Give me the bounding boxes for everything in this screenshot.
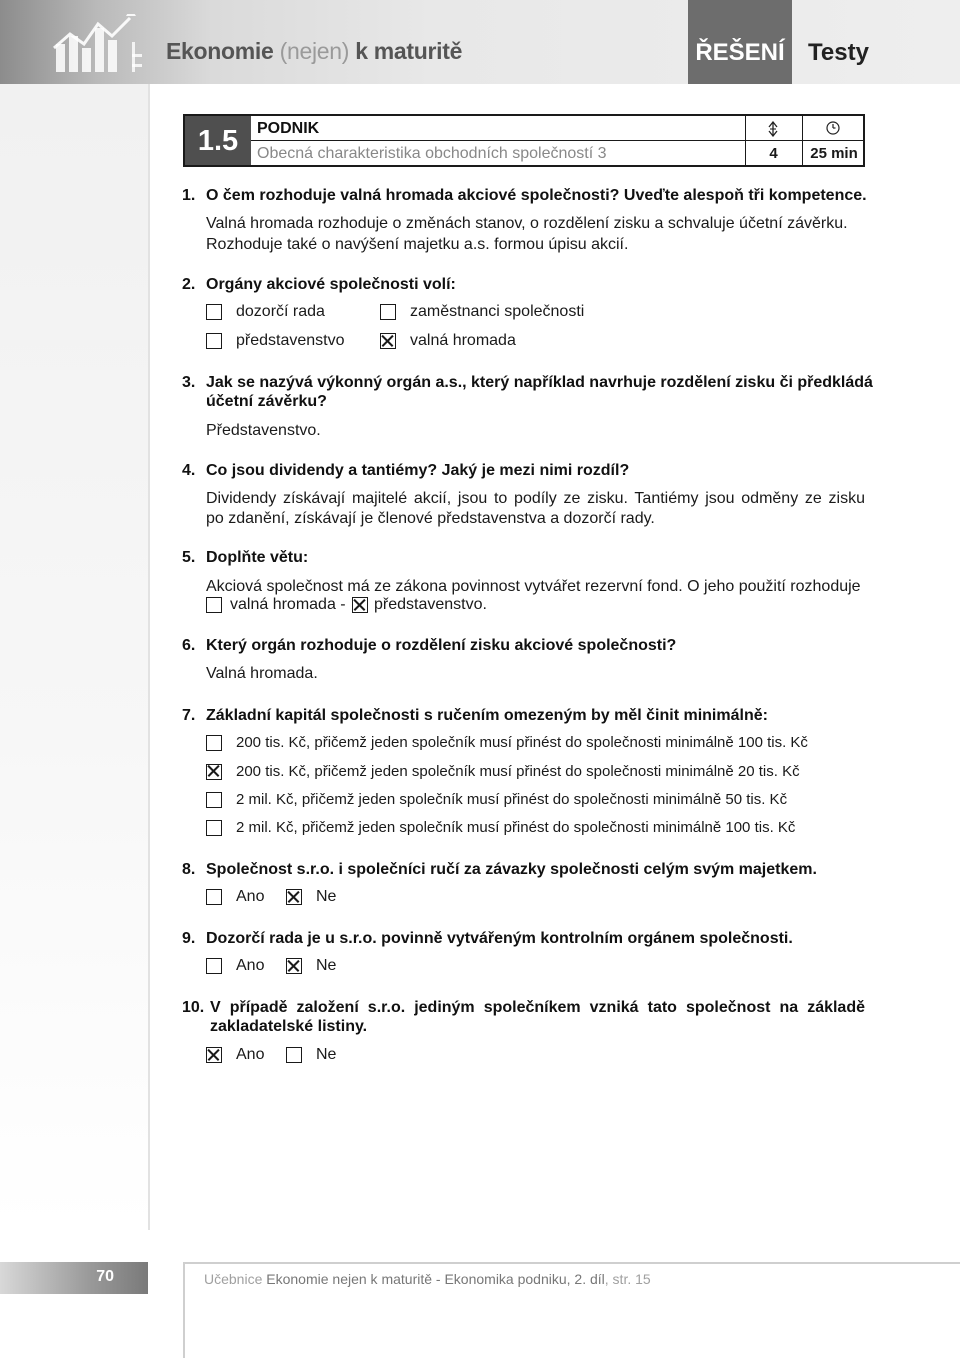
option-label: Ano [236, 1046, 265, 1063]
answer-1-line-2: Rozhoduje také o navýšení majetku a.s. formou úpisu akcií. [206, 236, 629, 253]
checkbox[interactable] [286, 1047, 302, 1063]
question-3 [182, 373, 873, 392]
time-value: 25 min [810, 145, 858, 162]
footer-source-prefix: Učebnice [204, 1271, 267, 1287]
checkbox[interactable] [206, 889, 222, 905]
option[interactable] [286, 1046, 336, 1064]
checkbox-checked[interactable] [206, 1047, 222, 1063]
checkbox-checked[interactable] [206, 764, 222, 780]
answer-4-line-1: Dividendy získávají majitelé akcií, jsou to podíly ze zisku. Tantiémy jsou odměny ze zisku [206, 490, 865, 507]
answer-6: Valná hromada. [206, 665, 318, 682]
question-number: 2. [182, 276, 196, 293]
option-label: Ano [236, 957, 265, 974]
answer-4-line-2: po zdanění, získávají je členové představenstva a dozorčí rady. [206, 510, 655, 527]
option-label: dozorčí rada [236, 303, 325, 320]
question-text: Jak se nazývá výkonný orgán a.s., který například navrhuje rozdělení zisku či předkládá [206, 374, 873, 391]
book-title-part2: (nejen) [273, 38, 356, 64]
option[interactable] [206, 763, 800, 780]
question-8 [182, 860, 817, 879]
option-label: Ne [316, 1046, 337, 1063]
option-label: 200 tis. Kč, přičemž jeden společník musí přinést do společnosti minimálně 20 tis. Kč [236, 763, 800, 780]
option-label: valná hromada - [230, 596, 346, 613]
question-number: 10. [182, 999, 205, 1016]
footer-source-suffix: , str. 15 [604, 1271, 651, 1287]
book-title [166, 38, 462, 65]
question-4 [182, 461, 629, 480]
checkbox[interactable] [206, 820, 222, 836]
checkbox[interactable] [206, 958, 222, 974]
question-2 [182, 275, 456, 294]
option[interactable] [206, 734, 808, 751]
question-number: 9. [182, 930, 196, 947]
option-label: 2 mil. Kč, přičemž jeden společník musí přinést do společnosti minimálně 50 tis. Kč [236, 791, 788, 808]
question-1 [182, 186, 867, 205]
question-9 [182, 929, 793, 948]
book-title-part1: Ekonomie [166, 38, 274, 64]
question-3-line-2: účetní závěrku? [206, 393, 327, 410]
book-title-part3: k maturitě [355, 38, 463, 64]
option[interactable] [286, 957, 336, 975]
checkbox[interactable] [206, 304, 222, 320]
option[interactable] [286, 888, 336, 906]
left-margin-line [148, 0, 150, 1230]
page-number-badge [0, 1262, 148, 1294]
page-header [0, 0, 960, 84]
checkbox-checked[interactable] [380, 333, 396, 349]
question-text: Co jsou dividendy a tantiémy? Jaký je mezi nimi rozdíl? [206, 462, 630, 479]
answer-5-line-1: Akciová společnost má ze zákona povinnost vytvářet rezervní fond. O jeho použití rozhoduje [206, 578, 861, 595]
chart-logo-icon [52, 14, 152, 74]
question-text: Který orgán rozhoduje o rozdělení zisku akciové společnosti? [206, 637, 677, 654]
question-number: 7. [182, 707, 196, 724]
option[interactable] [206, 957, 264, 975]
section-subtitle: Obecná charakteristika obchodních společností 3 [257, 145, 607, 162]
question-text: Doplňte větu: [206, 549, 309, 566]
option-label: valná hromada [410, 332, 516, 349]
clock-icon [826, 121, 840, 135]
checkbox[interactable] [206, 792, 222, 808]
checkbox[interactable] [206, 735, 222, 751]
option[interactable] [206, 888, 264, 906]
checkbox[interactable] [206, 333, 222, 349]
question-number: 6. [182, 637, 196, 654]
question-6 [182, 636, 676, 655]
page-number: 70 [96, 1268, 114, 1285]
option-label: představenstvo. [374, 596, 487, 613]
option[interactable] [206, 819, 795, 836]
option-label: Ne [316, 888, 337, 905]
answer-3: Představenstvo. [206, 422, 321, 439]
answer-1-line-1: Valná hromada rozhoduje o změnách stanov, o rozdělení zisku a schvaluje účetní závěrku. [206, 215, 848, 232]
question-text: V případě založení s.r.o. jediným společníkem vzniká tato společnost na základě [210, 999, 865, 1016]
question-5 [182, 548, 308, 567]
option[interactable] [206, 791, 787, 808]
question-text: O čem rozhoduje valná hromada akciové společnosti? Uveďte alespoň tři kompetence. [206, 187, 867, 204]
checkbox[interactable] [380, 304, 396, 320]
section-title: PODNIK [257, 120, 320, 137]
question-text: Orgány akciové společnosti volí: [206, 276, 456, 293]
option-label: Ne [316, 957, 337, 974]
difficulty-icon [766, 121, 780, 137]
option[interactable] [352, 596, 487, 614]
question-text: Společnost s.r.o. i společníci ručí za závazky společnosti celým svým majetkem. [206, 861, 817, 878]
question-10-line-2: zakladatelské listiny. [210, 1018, 368, 1035]
tab-reseni[interactable]: ŘEŠENÍ [688, 0, 792, 84]
section-divider [251, 140, 863, 141]
option[interactable] [206, 332, 345, 350]
question-text: Základní kapitál společnosti s ručením omezeným by měl činit minimálně: [206, 707, 768, 724]
checkbox-checked[interactable] [352, 597, 368, 613]
checkbox-checked[interactable] [286, 958, 302, 974]
question-number: 8. [182, 861, 196, 878]
question-text: Dozorčí rada je u s.r.o. povinně vytvářeným kontrolním orgánem společnosti. [206, 930, 793, 947]
option-label: představenstvo [236, 332, 345, 349]
question-7 [182, 706, 768, 725]
tab-testy[interactable]: Testy [808, 39, 869, 66]
left-margin-band [0, 0, 148, 1230]
question-number: 4. [182, 462, 196, 479]
footer-source [204, 1271, 651, 1287]
option-label: 200 tis. Kč, přičemž jeden společník musí přinést do společnosti minimálně 100 tis. Kč [236, 734, 808, 751]
option[interactable] [206, 596, 346, 614]
option[interactable] [206, 1046, 264, 1064]
section-header-box [183, 114, 865, 167]
option-label: 2 mil. Kč, přičemž jeden společník musí přinést do společnosti minimálně 100 tis. Kč [236, 819, 796, 836]
section-number: 1.5 [185, 116, 251, 165]
difficulty-value: 4 [769, 145, 778, 162]
option[interactable] [206, 303, 325, 321]
footer-source-title: Ekonomie nejen k maturitě - Ekonomika podniku, 2. díl [266, 1271, 605, 1287]
checkbox[interactable] [206, 597, 222, 613]
option[interactable] [380, 332, 516, 350]
question-10 [182, 998, 865, 1017]
question-number: 5. [182, 549, 196, 566]
option-label: Ano [236, 888, 265, 905]
option[interactable] [380, 303, 584, 321]
question-number: 1. [182, 187, 196, 204]
checkbox-checked[interactable] [286, 889, 302, 905]
question-number: 3. [182, 374, 196, 391]
option-label: zaměstnanci společnosti [410, 303, 585, 320]
